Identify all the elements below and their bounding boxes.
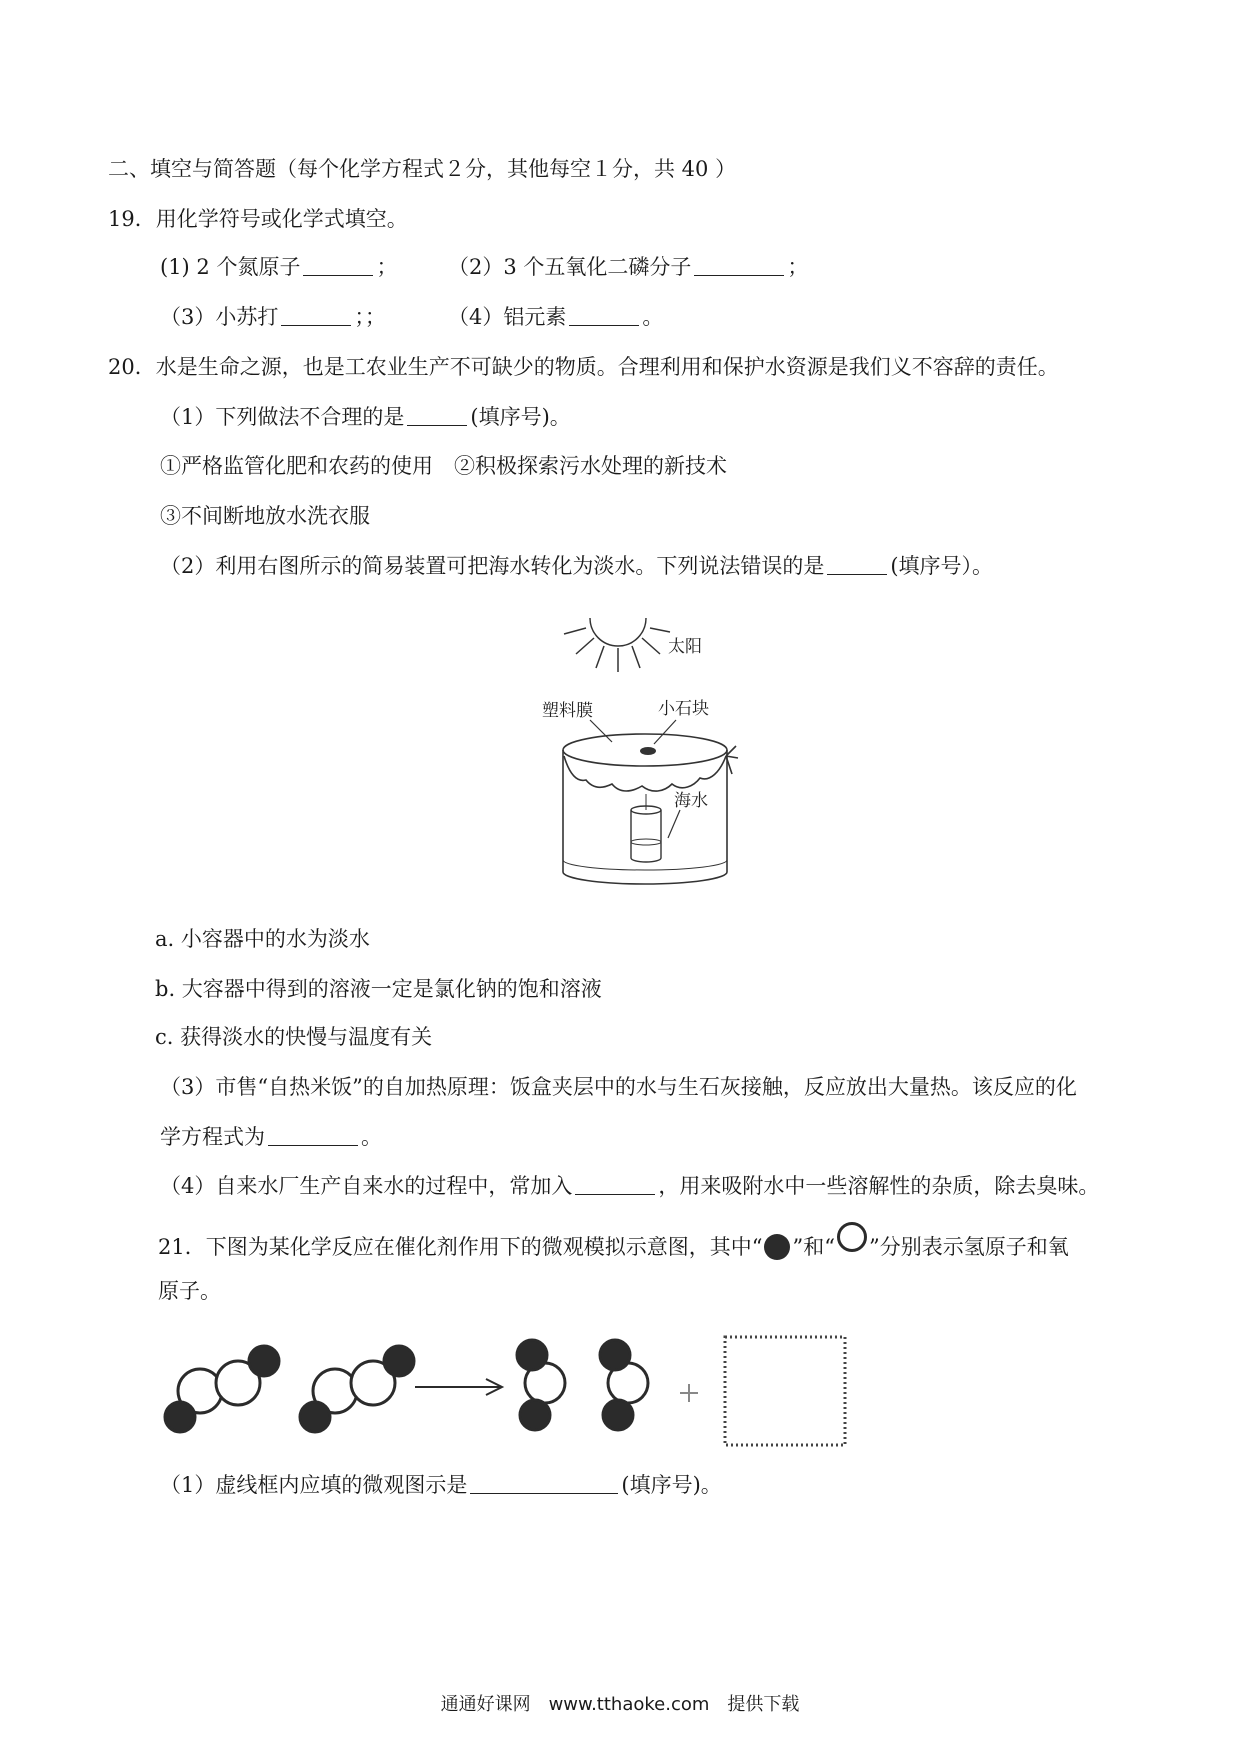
sun-icon (564, 618, 670, 672)
q19-part3-blank[interactable] (281, 305, 351, 326)
q20-stem: 20．水是生命之源，也是工农业生产不可缺少的物质。合理利用和保护水资源是我们义不容辞的责任。 (108, 355, 1059, 379)
product-molecule-2 (600, 1340, 648, 1430)
label-sun: 太阳 (668, 637, 702, 657)
q20-option-b: b. 大容器中得到的溶液一定是氯化钠的饱和溶液 (155, 977, 602, 1001)
q19-part1 (160, 253, 397, 281)
small-cup-icon (631, 794, 661, 862)
q19-part4 (448, 303, 663, 331)
q19-part2-text: （2）3 个五氧化二磷分子 (448, 255, 692, 279)
q21-stem-b: ”和“ (792, 1235, 835, 1259)
q20-part3-line1: （3）市售“自热米饭”的自加热原理：饭盒夹层中的水与生石灰接触，反应放出大量热。该反应的化 (160, 1075, 1077, 1099)
q20-part1 (160, 403, 571, 431)
q20-part2-end: (填序号）。 (890, 554, 994, 578)
q19-part2-blank[interactable] (694, 255, 784, 276)
q20-option-a: a. 小容器中的水为淡水 (155, 927, 370, 951)
q21-part1-text: （1）虚线框内应填的微观图示是 (160, 1473, 468, 1497)
oxygen-atom-icon (837, 1222, 867, 1252)
q21-stem-line2: 原子。 (158, 1279, 221, 1303)
q20-part3-end: 。 (361, 1125, 382, 1149)
section-title: 二、填空与简答题（每个化学方程式２分，其他每空１分，共 40 ） (108, 157, 737, 181)
label-plastic-film: 塑料膜 (542, 701, 593, 721)
q21-stem-c: ”分别表示氢原子和氧 (868, 1235, 1069, 1259)
reactant-molecule-1 (165, 1346, 279, 1432)
plus-icon (680, 1384, 698, 1402)
answer-dashed-box[interactable] (725, 1337, 845, 1445)
q20-part4-end: ，用来吸附水中一些溶解性的杂质，除去臭味。 (658, 1174, 1100, 1198)
q20-part1-blank[interactable] (407, 405, 467, 426)
reaction-diagram (160, 1325, 860, 1450)
q19-part4-end: 。 (642, 305, 664, 329)
q19-part4-blank[interactable] (569, 305, 639, 326)
reaction-arrow-icon (415, 1379, 502, 1395)
q19-part1-blank[interactable] (303, 255, 373, 276)
q21-part1-end: (填序号)。 (621, 1473, 722, 1497)
label-small-stone: 小石块 (658, 699, 709, 719)
q20-option-c: c. 获得淡水的快慢与温度有关 (155, 1025, 433, 1049)
q19-part1-end: ； (376, 255, 398, 279)
q20-part2-blank[interactable] (827, 554, 887, 575)
q19-part2 (448, 253, 808, 281)
q20-part4-blank[interactable] (575, 1174, 655, 1195)
desalination-apparatus-figure (542, 610, 750, 885)
q20-part1-end: (填序号)。 (470, 405, 571, 429)
small-stone-icon (640, 747, 656, 755)
q20-part1-text: （1）下列做法不合理的是 (160, 405, 405, 429)
q20-options-1-2: ①严格监管化肥和农药的使用 ②积极探索污水处理的新技术 (160, 454, 727, 478)
q19-part1-text: (1) 2 个氮原子 (160, 255, 301, 279)
q20-part2 (160, 552, 993, 580)
q20-part3-line2 (160, 1123, 382, 1151)
q20-part3-text: 学方程式为 (160, 1125, 265, 1149)
q20-part4-text: （4）自来水厂生产自来水的过程中，常加入 (160, 1174, 573, 1198)
product-molecule-1 (517, 1340, 565, 1430)
q19-part3-end: ；； (354, 305, 386, 329)
q19-part2-end: ； (787, 255, 809, 279)
q19-part3 (160, 303, 386, 331)
q19-part3-text: （3）小苏打 (160, 305, 279, 329)
page-footer: 通通好课网 www.tthaoke.com 提供下载 (440, 1694, 800, 1715)
reactant-molecule-2 (300, 1346, 414, 1432)
q19-part4-text: （4）铝元素 (448, 305, 567, 329)
q21-stem-a: 21．下图为某化学反应在催化剂作用下的微观模拟示意图，其中“ (158, 1235, 763, 1259)
q20-part2-text: （2）利用右图所示的简易装置可把海水转化为淡水。下列说法错误的是 (160, 554, 825, 578)
q19-stem: 19．用化学符号或化学式填空。 (108, 207, 408, 231)
q21-part1 (160, 1471, 722, 1499)
q20-part4 (160, 1172, 1099, 1200)
q20-part3-blank[interactable] (268, 1125, 358, 1146)
hydrogen-atom-icon (764, 1234, 790, 1260)
q21-part1-blank[interactable] (470, 1473, 618, 1494)
q21-stem (158, 1230, 1069, 1261)
label-seawater: 海水 (674, 791, 708, 811)
q20-option-3: ③不间断地放水洗衣服 (160, 504, 370, 528)
